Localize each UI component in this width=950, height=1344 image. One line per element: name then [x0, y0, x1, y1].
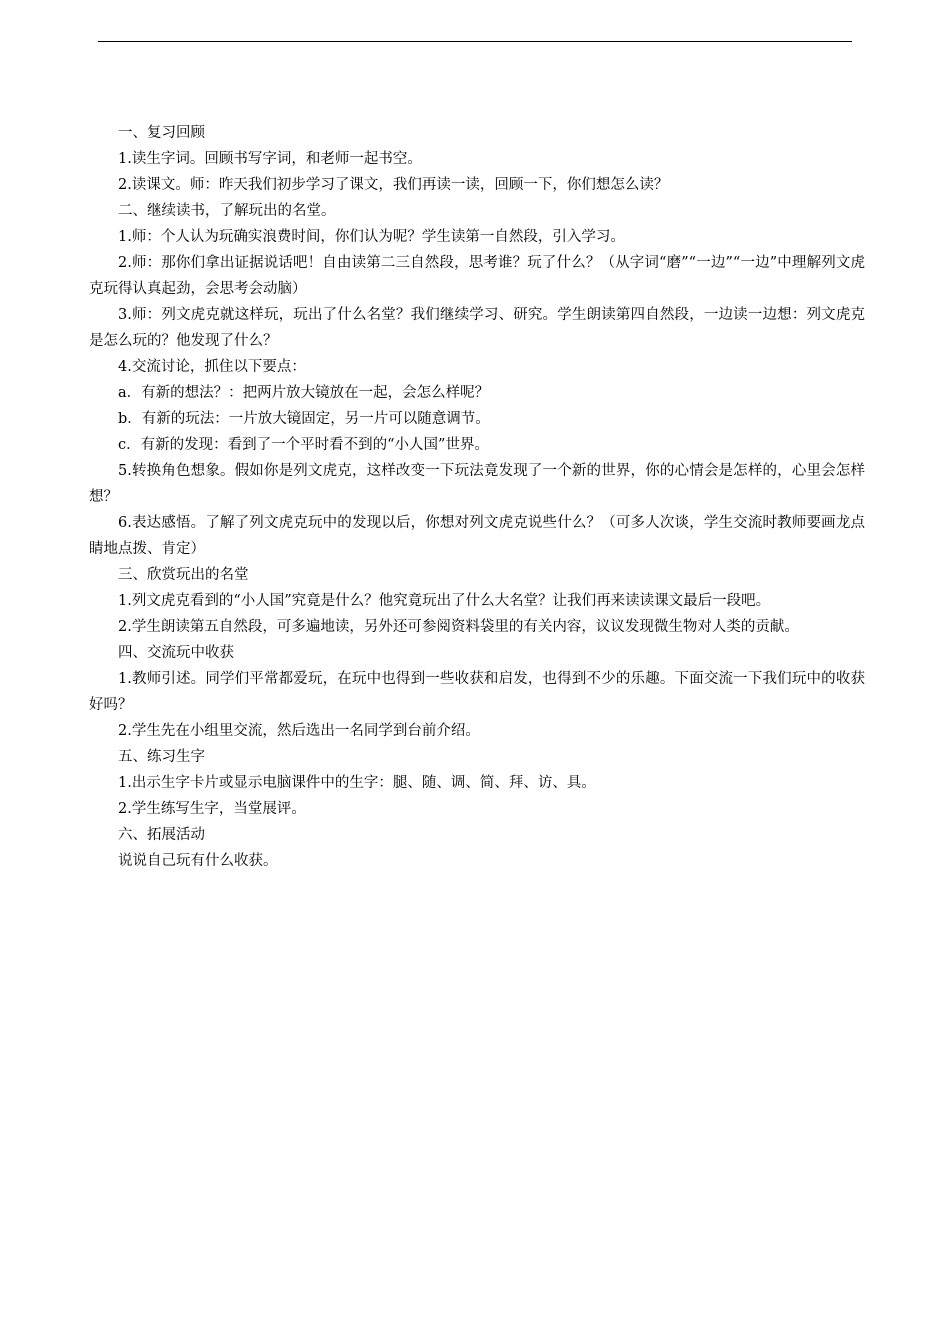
- heading-continue-reading: 二、继续读书，了解玩出的名堂。: [118, 203, 336, 219]
- paragraph: 2.师：那你们拿出证据说话吧！自由读第二三自然段，思考谁？玩了什么？（从字词“磨”“一边”“一边”中理解列文虎克玩得认真起劲，会思考会动脑）: [89, 255, 865, 297]
- document-body: [89, 120, 865, 874]
- paragraph: 1.出示生字卡片或显示电脑课件中的生字：腿、随、调、简、拜、访、具。: [118, 775, 596, 791]
- paragraph: 1.教师引述。同学们平常都爱玩，在玩中也得到一些收获和启发，也得到不少的乐趣。下面交流一下我们玩中的收获好吗？: [89, 671, 865, 713]
- paragraph: 1.列文虎克看到的“小人国”究竟是什么？他究竟玩出了什么大名堂？让我们再来读读课文最后一段吧。: [118, 593, 771, 609]
- paragraph: 2.读课文。师：昨天我们初步学习了课文，我们再读一读，回顾一下，你们想怎么读？: [118, 177, 669, 193]
- paragraph: 5.转换角色想象。假如你是列文虎克，这样改变一下玩法竟发现了一个新的世界，你的心情会是怎样的，心里会怎样想？: [89, 463, 865, 505]
- list-item: c．有新的发现：看到了一个平时看不到的“小人国”世界。: [118, 437, 489, 453]
- heading-appreciate: 三、欣赏玩出的名堂: [118, 567, 249, 583]
- paragraph: 2.学生朗读第五自然段，可多遍地读，另外还可参阅资料袋里的有关内容，议议发现微生物对人类的贡献。: [118, 619, 799, 635]
- heading-extension: 六、拓展活动: [118, 827, 205, 843]
- paragraph: 1.师：个人认为玩确实浪费时间，你们认为呢？学生读第一自然段，引入学习。: [118, 229, 625, 245]
- paragraph: 3.师：列文虎克就这样玩，玩出了什么名堂？我们继续学习、研究。学生朗读第四自然段，一边读一边想：列文虎克是怎么玩的？他发现了什么？: [89, 307, 865, 349]
- list-item: a．有新的想法？：把两片放大镜放在一起，会怎么样呢？: [118, 385, 490, 401]
- heading-review: 一、复习回顾: [118, 125, 205, 141]
- paragraph: 1.读生字词。回顾书写字词，和老师一起书空。: [118, 151, 422, 167]
- paragraph: 2.学生练写生字，当堂展评。: [118, 801, 306, 817]
- paragraph: 6.表达感悟。了解了列文虎克玩中的发现以后，你想对列文虎克说些什么？（可多人次谈，学生交流时教师要画龙点睛地点拨、肯定）: [89, 515, 865, 557]
- heading-practice: 五、练习生字: [118, 749, 205, 765]
- header-rule: [98, 41, 852, 42]
- paragraph: 2.学生先在小组里交流，然后选出一名同学到台前介绍。: [118, 723, 480, 739]
- heading-exchange: 四、交流玩中收获: [118, 645, 234, 661]
- paragraph: 4.交流讨论，抓住以下要点：: [118, 359, 306, 375]
- list-item: b．有新的玩法：一片放大镜固定，另一片可以随意调节。: [118, 411, 490, 427]
- paragraph: 说说自己玩有什么收获。: [118, 853, 278, 869]
